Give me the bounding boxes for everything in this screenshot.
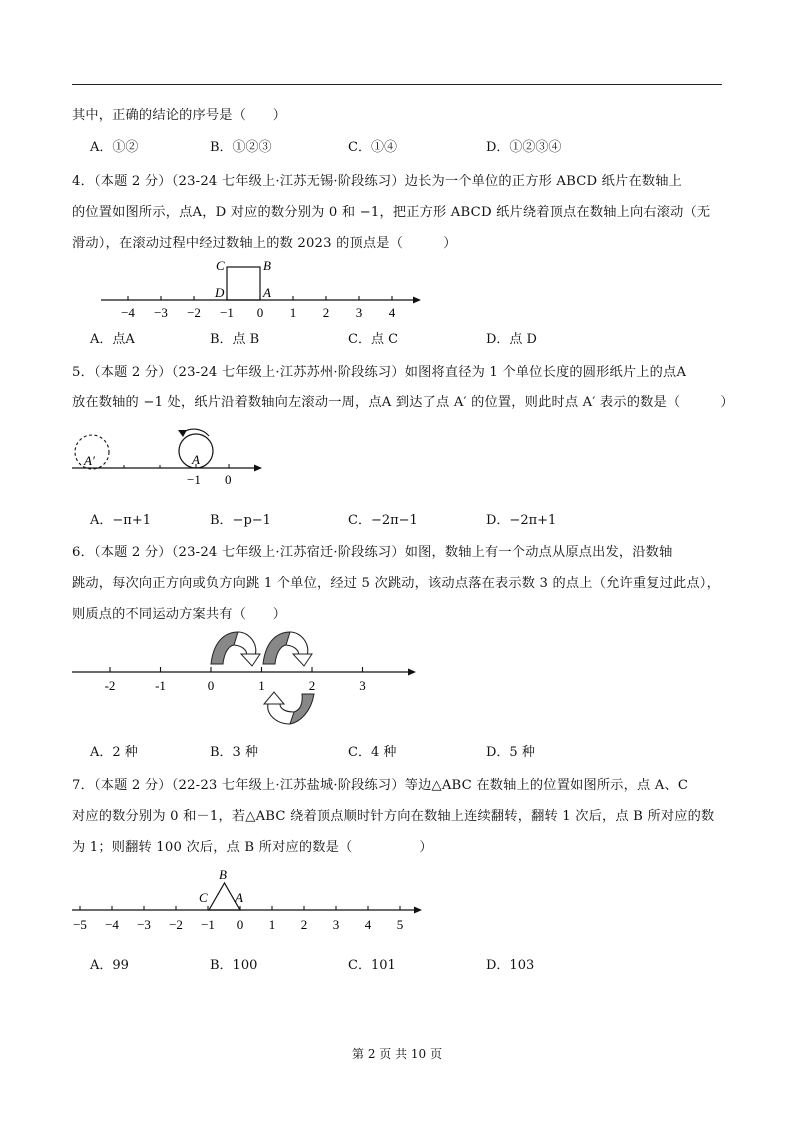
q6-line3: 则质点的不同运动方案共有（ ） xyxy=(72,607,287,622)
q4-figure xyxy=(95,252,435,324)
q6-axis-arrow xyxy=(408,669,416,676)
q6-jump-arrowhead xyxy=(241,654,260,666)
q3-option-b[interactable]: B．①②③ xyxy=(210,140,272,155)
q4-tick-label: 2 xyxy=(322,305,330,320)
q6-tick-label: 2 xyxy=(308,678,316,693)
q6-line2: 跳动，每次向正方向或负方向跳 1 个单位，经过 5 次跳动，该动点落在表示数 3 的点上（允许重复过此点）， xyxy=(72,576,720,591)
q4-tick-label: 0 xyxy=(256,305,264,320)
q5-line1: 5．（本题 2 分）（23-24 七年级上·江苏苏州·阶段练习）如图将直径为 1 个单位长度的圆形纸片上的点A xyxy=(72,365,687,380)
q6-jump-arrow-shaded xyxy=(263,632,290,664)
q6-jump-arrowhead xyxy=(293,654,312,666)
q7-line3: 为 1；则翻转 100 次后，点 B 所对应的数是（ ） xyxy=(72,840,433,855)
q6-option-d[interactable]: D．5 种 xyxy=(486,745,535,760)
q3-option-c[interactable]: C．①④ xyxy=(348,140,397,155)
q4-tick-label: −4 xyxy=(121,305,135,320)
q7-tick-label: 2 xyxy=(300,917,308,932)
q7-option-d[interactable]: D．103 xyxy=(486,958,535,973)
header-rule xyxy=(72,84,722,85)
q6-jump-arrow-shaded xyxy=(211,632,238,664)
q7-tick-label: −2 xyxy=(169,917,183,932)
q4-label-a: A xyxy=(263,285,271,300)
q6-tick-label: -1 xyxy=(155,678,166,693)
q4-label-c: C xyxy=(216,258,225,273)
q7-label-b: B xyxy=(219,867,227,882)
q7-option-a[interactable]: A．99 xyxy=(90,958,129,973)
page-footer: 第 2 页 共 10 页 xyxy=(352,1047,442,1061)
q7-label-c: C xyxy=(199,890,208,905)
q5-line2: 放在数轴的 −1 处，纸片沿着数轴向左滚动一周，点A 到达了点 A′ 的位置，则此时点 A′ 表示的数是（ ） xyxy=(72,395,734,410)
q4-label-b: B xyxy=(263,258,271,273)
q6-back-arrow-outline xyxy=(268,704,290,724)
q4-line3: 滑动），在滚动过程中经过数轴上的数 2023 的顶点是（ ） xyxy=(72,236,457,251)
q7-tick-label: 5 xyxy=(396,917,404,932)
q7-figure xyxy=(68,862,438,940)
q5-tick-label: −1 xyxy=(187,472,201,487)
q7-tick-label: −5 xyxy=(73,917,87,932)
q7-tick-label: 3 xyxy=(332,917,340,932)
q4-label-d: D xyxy=(215,285,225,300)
q7-line2: 对应的数分别为 0 和－1，若△ABC 绕着顶点顺时针方向在数轴上连续翻转，翻转 1 次后，点 B 所对应的数 xyxy=(72,809,715,824)
q5-option-b[interactable]: B．−p−1 xyxy=(210,513,271,528)
q6-back-arrow-shaded xyxy=(290,694,314,724)
q7-tick-label: 1 xyxy=(268,917,276,932)
q7-option-c[interactable]: C．101 xyxy=(348,958,396,973)
q7-tick-label: 0 xyxy=(236,917,244,932)
q7-tick-label: −3 xyxy=(137,917,151,932)
q5-label-a-prime: A′ xyxy=(84,453,95,468)
q7-axis-arrow xyxy=(414,907,422,914)
q6-tick-label: 0 xyxy=(207,678,215,693)
q4-option-c[interactable]: C．点 C xyxy=(348,332,399,347)
q6-option-b[interactable]: B．3 种 xyxy=(210,745,258,760)
q6-option-a[interactable]: A．2 种 xyxy=(90,745,138,760)
q4-square xyxy=(227,267,260,300)
q5-label-a: A xyxy=(192,452,200,467)
q6-figure xyxy=(68,628,428,730)
q7-tick-label: −1 xyxy=(201,917,215,932)
q4-option-b[interactable]: B．点 B xyxy=(210,332,260,347)
q4-tick-label: −3 xyxy=(154,305,168,320)
q4-option-a[interactable]: A．点A xyxy=(90,332,135,347)
q6-back-arrowhead xyxy=(264,692,284,704)
q5-option-a[interactable]: A．−π+1 xyxy=(90,513,151,528)
q3-option-a[interactable]: A．①② xyxy=(90,140,139,155)
q5-option-c[interactable]: C．−2π−1 xyxy=(348,513,418,528)
q5-option-d[interactable]: D．−2π+1 xyxy=(486,513,557,528)
q4-line2: 的位置如图所示，点A，D 对应的数分别为 0 和 −1，把正方形 ABCD 纸片绕着顶点在数轴上向右滚动（无 xyxy=(72,205,711,220)
q4-tick-label: −2 xyxy=(187,305,201,320)
q6-tick-label: -2 xyxy=(104,678,116,693)
q4-tick-label: 4 xyxy=(388,305,396,320)
q3-text: 其中，正确的结论的序号是（ ） xyxy=(72,108,287,123)
q4-tick-label: 3 xyxy=(355,305,363,320)
q6-tick-label: 1 xyxy=(258,678,265,693)
q7-tick-label: −4 xyxy=(105,917,119,932)
q4-tick-label: −1 xyxy=(220,305,234,320)
q4-option-d[interactable]: D．点 D xyxy=(486,332,537,347)
q4-line1: 4．（本题 2 分）（23-24 七年级上·江苏无锡·阶段练习）边长为一个单位的正方形 ABCD 纸片在数轴上 xyxy=(72,174,682,189)
q7-label-a: A xyxy=(235,890,243,905)
q5-roll-arrowhead xyxy=(178,430,187,437)
q5-tick-label: 0 xyxy=(225,472,232,487)
q6-line1: 6．（本题 2 分）（23-24 七年级上·江苏宿迁·阶段练习）如图，数轴上有一个动点从原点出发，沿数轴 xyxy=(72,545,673,560)
q7-line1: 7．（本题 2 分）（22-23 七年级上·江苏盐城·阶段练习）等边△ABC 在数轴上的位置如图所示，点 A、C xyxy=(72,778,689,793)
q4-axis-arrow xyxy=(413,297,421,304)
q7-tick-label: 4 xyxy=(364,917,372,932)
q6-back-arrow-inner xyxy=(280,704,294,712)
q6-option-c[interactable]: C．4 种 xyxy=(348,745,397,760)
q5-figure xyxy=(68,418,268,490)
q4-tick-label: 1 xyxy=(289,305,297,320)
q5-axis-arrow xyxy=(254,465,262,472)
q6-tick-label: 3 xyxy=(359,678,366,693)
q3-option-d[interactable]: D．①②③④ xyxy=(486,140,562,155)
q7-option-b[interactable]: B．100 xyxy=(210,958,258,973)
